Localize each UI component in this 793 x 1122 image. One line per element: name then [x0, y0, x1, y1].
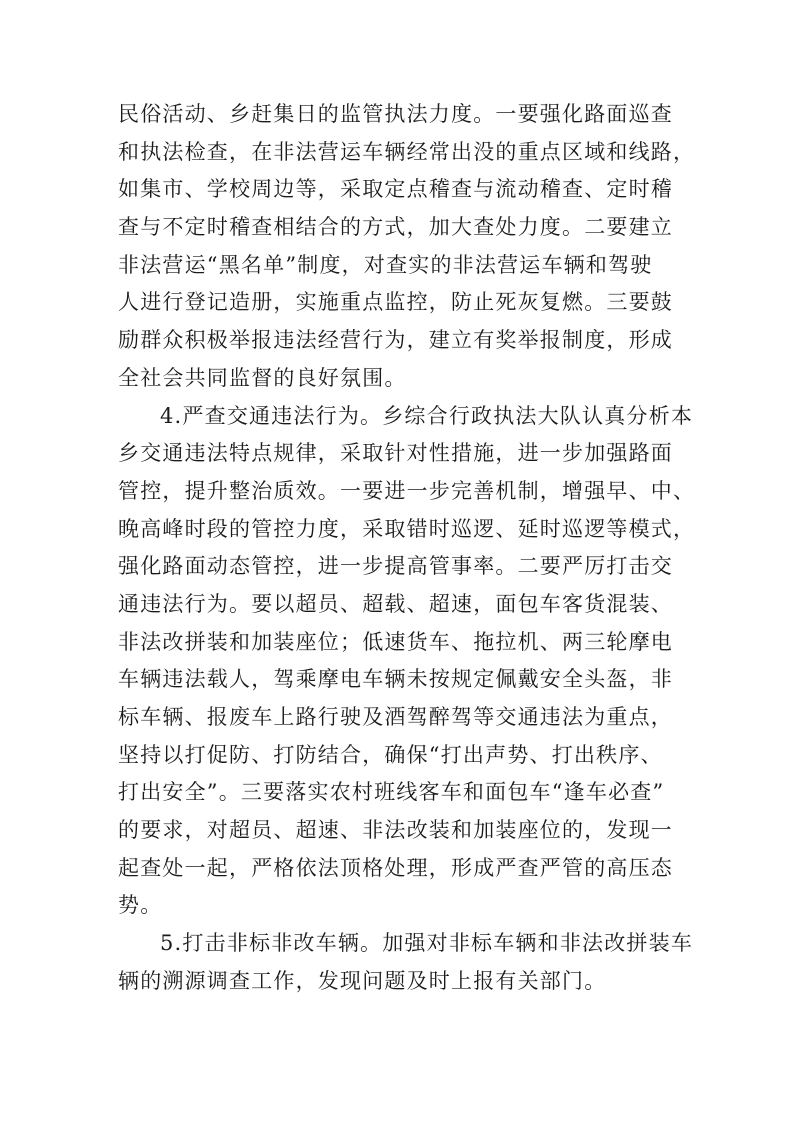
paragraph-line: 坚持以打促防、打防结合，确保“打出声势、打出秩序、 — [118, 742, 663, 767]
paragraph-line: 车辆违法载人，驾乘摩电车辆未按规定佩戴安全头盔，非 — [118, 667, 673, 692]
paragraph-line: 势。 — [118, 893, 163, 918]
paragraph-line: 励群众积极举报违法经营行为，建立有奖举报制度，形成 — [118, 328, 673, 353]
paragraph-line: 强化路面动态管控，进一步提高管事率。二要严厉打击交 — [118, 554, 673, 579]
section-4-heading-line: 4.严查交通违法行为。乡综合行政执法大队认真分析本 — [160, 403, 694, 428]
paragraph-line: 标车辆、报废车上路行驶及酒驾醉驾等交通违法为重点， — [118, 705, 673, 729]
paragraph-line: 打出安全”。三要落实农村班线客车和面包车“逢车必查” — [118, 780, 665, 805]
paragraph-line: 查与不定时稽查相结合的方式，加大查处力度。二要建立 — [118, 215, 673, 240]
paragraph-line: 晚高峰时段的管控力度，采取错时巡逻、延时巡逻等模式， — [118, 516, 696, 541]
paragraph-line: 管控，提升整治质效。一要进一步完善机制，增强早、中、 — [118, 478, 696, 503]
section-5-heading-line: 5.打击非标非改车辆。加强对非标车辆和非法改拼装车 — [160, 931, 694, 956]
paragraph-line: 的要求，对超员、超速、非法改装和加装座位的，发现一 — [118, 818, 673, 843]
paragraph-line: 如集市、学校周边等，采取定点稽查与流动稽查、定时稽 — [118, 177, 673, 202]
paragraph-line: 民俗活动、乡赶集日的监管执法力度。一要强化路面巡查 — [118, 102, 673, 126]
paragraph-line: 人进行登记造册，实施重点监控，防止死灰复燃。三要鼓 — [118, 290, 673, 315]
paragraph-line: 辆的溯源调查工作，发现问题及时上报有关部门。 — [118, 968, 607, 993]
paragraph-line: 非法营运“黑名单”制度，对查实的非法营运车辆和驾驶 — [118, 252, 653, 277]
paragraph-line: 全社会共同监督的良好氛围。 — [118, 365, 407, 390]
document-body — [118, 96, 696, 1001]
paragraph-line: 和执法检查，在非法营运车辆经常出没的重点区域和线路， — [118, 139, 696, 164]
paragraph-line: 乡交通违法特点规律，采取针对性措施，进一步加强路面 — [118, 441, 673, 466]
paragraph-line: 非法改拼装和加装座位；低速货车、拖拉机、两三轮摩电 — [118, 629, 673, 654]
paragraph-line: 通违法行为。要以超员、超载、超速，面包车客货混装、 — [118, 591, 673, 616]
paragraph-line: 起查处一起，严格依法顶格处理，形成严查严管的高压态 — [118, 855, 673, 880]
